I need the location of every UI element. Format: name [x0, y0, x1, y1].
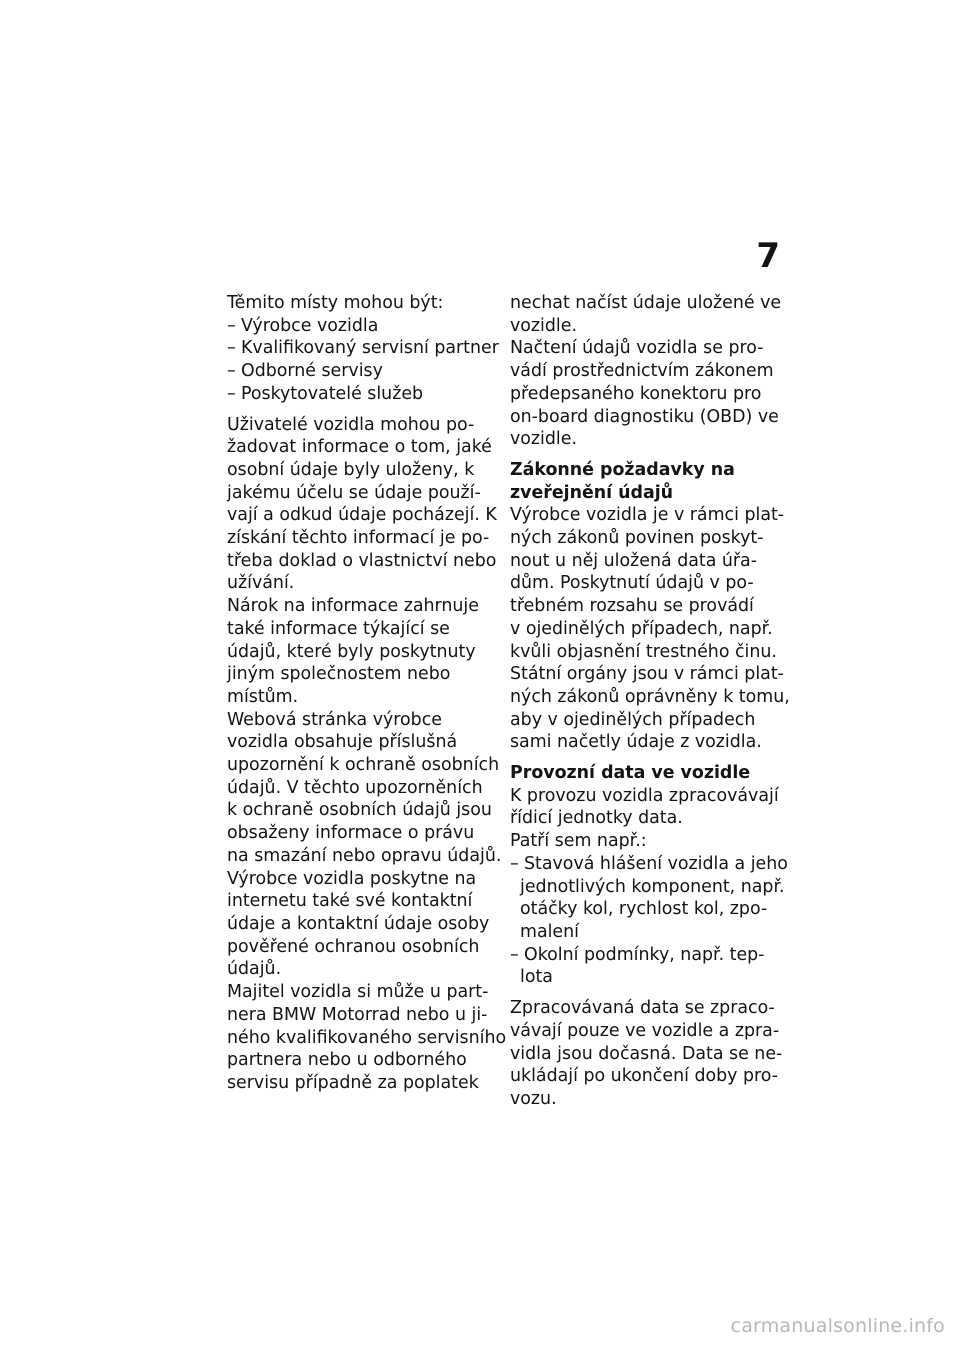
text-line: dům. Poskytnutí údajů v po- — [510, 573, 754, 594]
text-line: řídicí jednotky data. — [510, 808, 683, 829]
dash-bullet: – — [510, 853, 519, 874]
text-line: vozidla obsahuje příslušná — [227, 732, 458, 753]
text-line: místům. — [227, 686, 299, 707]
text-line: ného kvalifikovaného servisního — [227, 1027, 507, 1048]
text-line: Těmito místy mohou být: — [227, 293, 444, 313]
list-item — [227, 337, 499, 360]
sources-list — [227, 315, 499, 406]
dash-bullet: – — [227, 383, 236, 404]
list-item-first-line — [510, 853, 788, 876]
text-line: v ojedinělých případech, např. — [510, 618, 773, 639]
text-line: aby v ojedinělých případech — [510, 709, 756, 730]
obd-paragraph — [510, 292, 782, 451]
text-line: K provozu vozidla zpracovávají — [510, 785, 779, 806]
text-line: pověřené ochranou osobních — [227, 936, 480, 957]
text-line: vávají pouze ve vozidle a zpra- — [510, 1020, 780, 1041]
list-item — [510, 944, 782, 989]
text-line: jiným společnostem nebo — [227, 664, 451, 685]
text-line: žadovat informace o tom, jaké — [227, 437, 492, 458]
operating-data-list — [510, 853, 788, 989]
processing-paragraph — [510, 997, 782, 1111]
intro-text — [227, 292, 499, 315]
text-line: jakému účelu se údaje použí- — [227, 482, 481, 503]
text-line: nout u něj uložená data úřa- — [510, 550, 757, 571]
text-line: Výrobce vozidla je v rámci plat- — [510, 505, 785, 526]
text-line: ukládají po ukončení doby pro- — [510, 1066, 779, 1087]
list-item-text: Odborné servisy — [241, 361, 383, 382]
heading-line: Zákonné požadavky na — [510, 459, 735, 480]
rights-paragraph — [227, 414, 507, 1095]
dash-bullet: – — [227, 361, 236, 382]
text-line: předepsaného konektoru pro — [510, 383, 762, 404]
text-line: údajů. — [227, 959, 282, 980]
text-line: sami načetly údaje z vozidla. — [510, 732, 762, 753]
text-line: údaje a kontaktní údaje osoby — [227, 913, 490, 934]
text-line: upozornění k ochraně osobních — [227, 755, 500, 776]
list-item-continuation: otáčky kol, rychlost kol, zpo- — [520, 899, 768, 920]
text-line: internetu také své kontaktní — [227, 891, 473, 912]
right-column — [510, 292, 790, 1111]
list-item-continuation: lota — [520, 967, 553, 988]
page-number: 7 — [756, 236, 780, 276]
list-item-continuation: malení — [520, 921, 579, 942]
text-line: partnera nebo u odborného — [227, 1050, 467, 1071]
heading-line: zveřejnění údajů — [510, 482, 674, 503]
operating-data-paragraph — [510, 785, 782, 853]
list-item-text: Okolní podmínky, např. tep- — [524, 944, 765, 965]
text-line: vozidle. — [510, 315, 577, 336]
text-line: získání těchto informací je po- — [227, 528, 490, 549]
text-line: Státní orgány jsou v rámci plat- — [510, 664, 784, 685]
dash-bullet: – — [227, 315, 236, 336]
watermark: carmanualsonline.info — [730, 1315, 945, 1337]
dash-bullet: – — [227, 338, 236, 359]
text-line: Nárok na informace zahrnuje — [227, 596, 479, 617]
text-line: Uživatelé vozidla mohou po- — [227, 414, 475, 435]
text-line: vidla jsou dočasná. Data se ne- — [510, 1043, 783, 1064]
text-line: osobní údaje byly uloženy, k — [227, 459, 475, 480]
text-line: údajů. V těchto upozorněních — [227, 777, 483, 798]
text-line: Výrobce vozidla poskytne na — [227, 868, 477, 889]
text-line: kvůli objasnění trestného činu. — [510, 641, 777, 662]
text-line: vádí prostřednictvím zákonem — [510, 361, 774, 382]
text-line: vozu. — [510, 1088, 557, 1109]
dash-bullet: – — [510, 944, 519, 965]
list-item — [510, 853, 788, 944]
list-item-text: Kvalifikovaný servisní partner — [241, 338, 499, 359]
text-line: užívání. — [227, 573, 295, 594]
text-line: ných zákonů oprávněny k tomu, — [510, 686, 790, 707]
text-line: Patří sem např.: — [510, 831, 647, 852]
text-line: údajů, které byly poskytnuty — [227, 641, 476, 662]
list-item-text: Stavová hlášení vozidla a jeho — [524, 853, 788, 874]
text-line: obsaženy informace o právu — [227, 823, 475, 844]
text-line: vozidle. — [510, 429, 577, 450]
text-line: na smazání nebo opravu údajů. — [227, 845, 502, 866]
text-line: k ochraně osobních údajů jsou — [227, 800, 492, 821]
text-line: také informace týkající se — [227, 618, 450, 639]
text-line: Majitel vozidla si může u part- — [227, 982, 489, 1003]
text-line: on-board diagnostiku (OBD) ve — [510, 406, 779, 427]
list-item — [227, 383, 499, 406]
text-line: Zpracovávaná data se zpraco- — [510, 998, 775, 1019]
list-item-text: Poskytovatelé služeb — [241, 383, 424, 404]
section-heading-operating-data — [510, 762, 782, 785]
text-line: Webová stránka výrobce — [227, 709, 442, 730]
text-line: třebném rozsahu se provádí — [510, 596, 754, 617]
section-heading-legal — [510, 459, 782, 504]
text-line: servisu případně za poplatek — [227, 1072, 479, 1093]
text-line: vají a odkud údaje pocházejí. K — [227, 505, 497, 526]
heading-line: Provozní data ve vozidle — [510, 763, 751, 784]
list-item — [227, 360, 499, 383]
list-item-first-line — [510, 944, 782, 967]
legal-paragraph — [510, 504, 790, 754]
text-line: nechat načíst údaje uložené ve — [510, 293, 782, 313]
text-line: nera BMW Motorrad nebo u ji- — [227, 1004, 488, 1025]
left-column — [227, 292, 507, 1095]
list-item-text: Výrobce vozidla — [241, 315, 379, 336]
list-item — [227, 315, 499, 338]
list-item-continuation: jednotlivých komponent, např. — [520, 876, 785, 897]
text-line: ných zákonů povinen poskyt- — [510, 528, 764, 549]
text-line: třeba doklad o vlastnictví nebo — [227, 550, 497, 571]
text-line: Načtení údajů vozidla se pro- — [510, 338, 764, 359]
